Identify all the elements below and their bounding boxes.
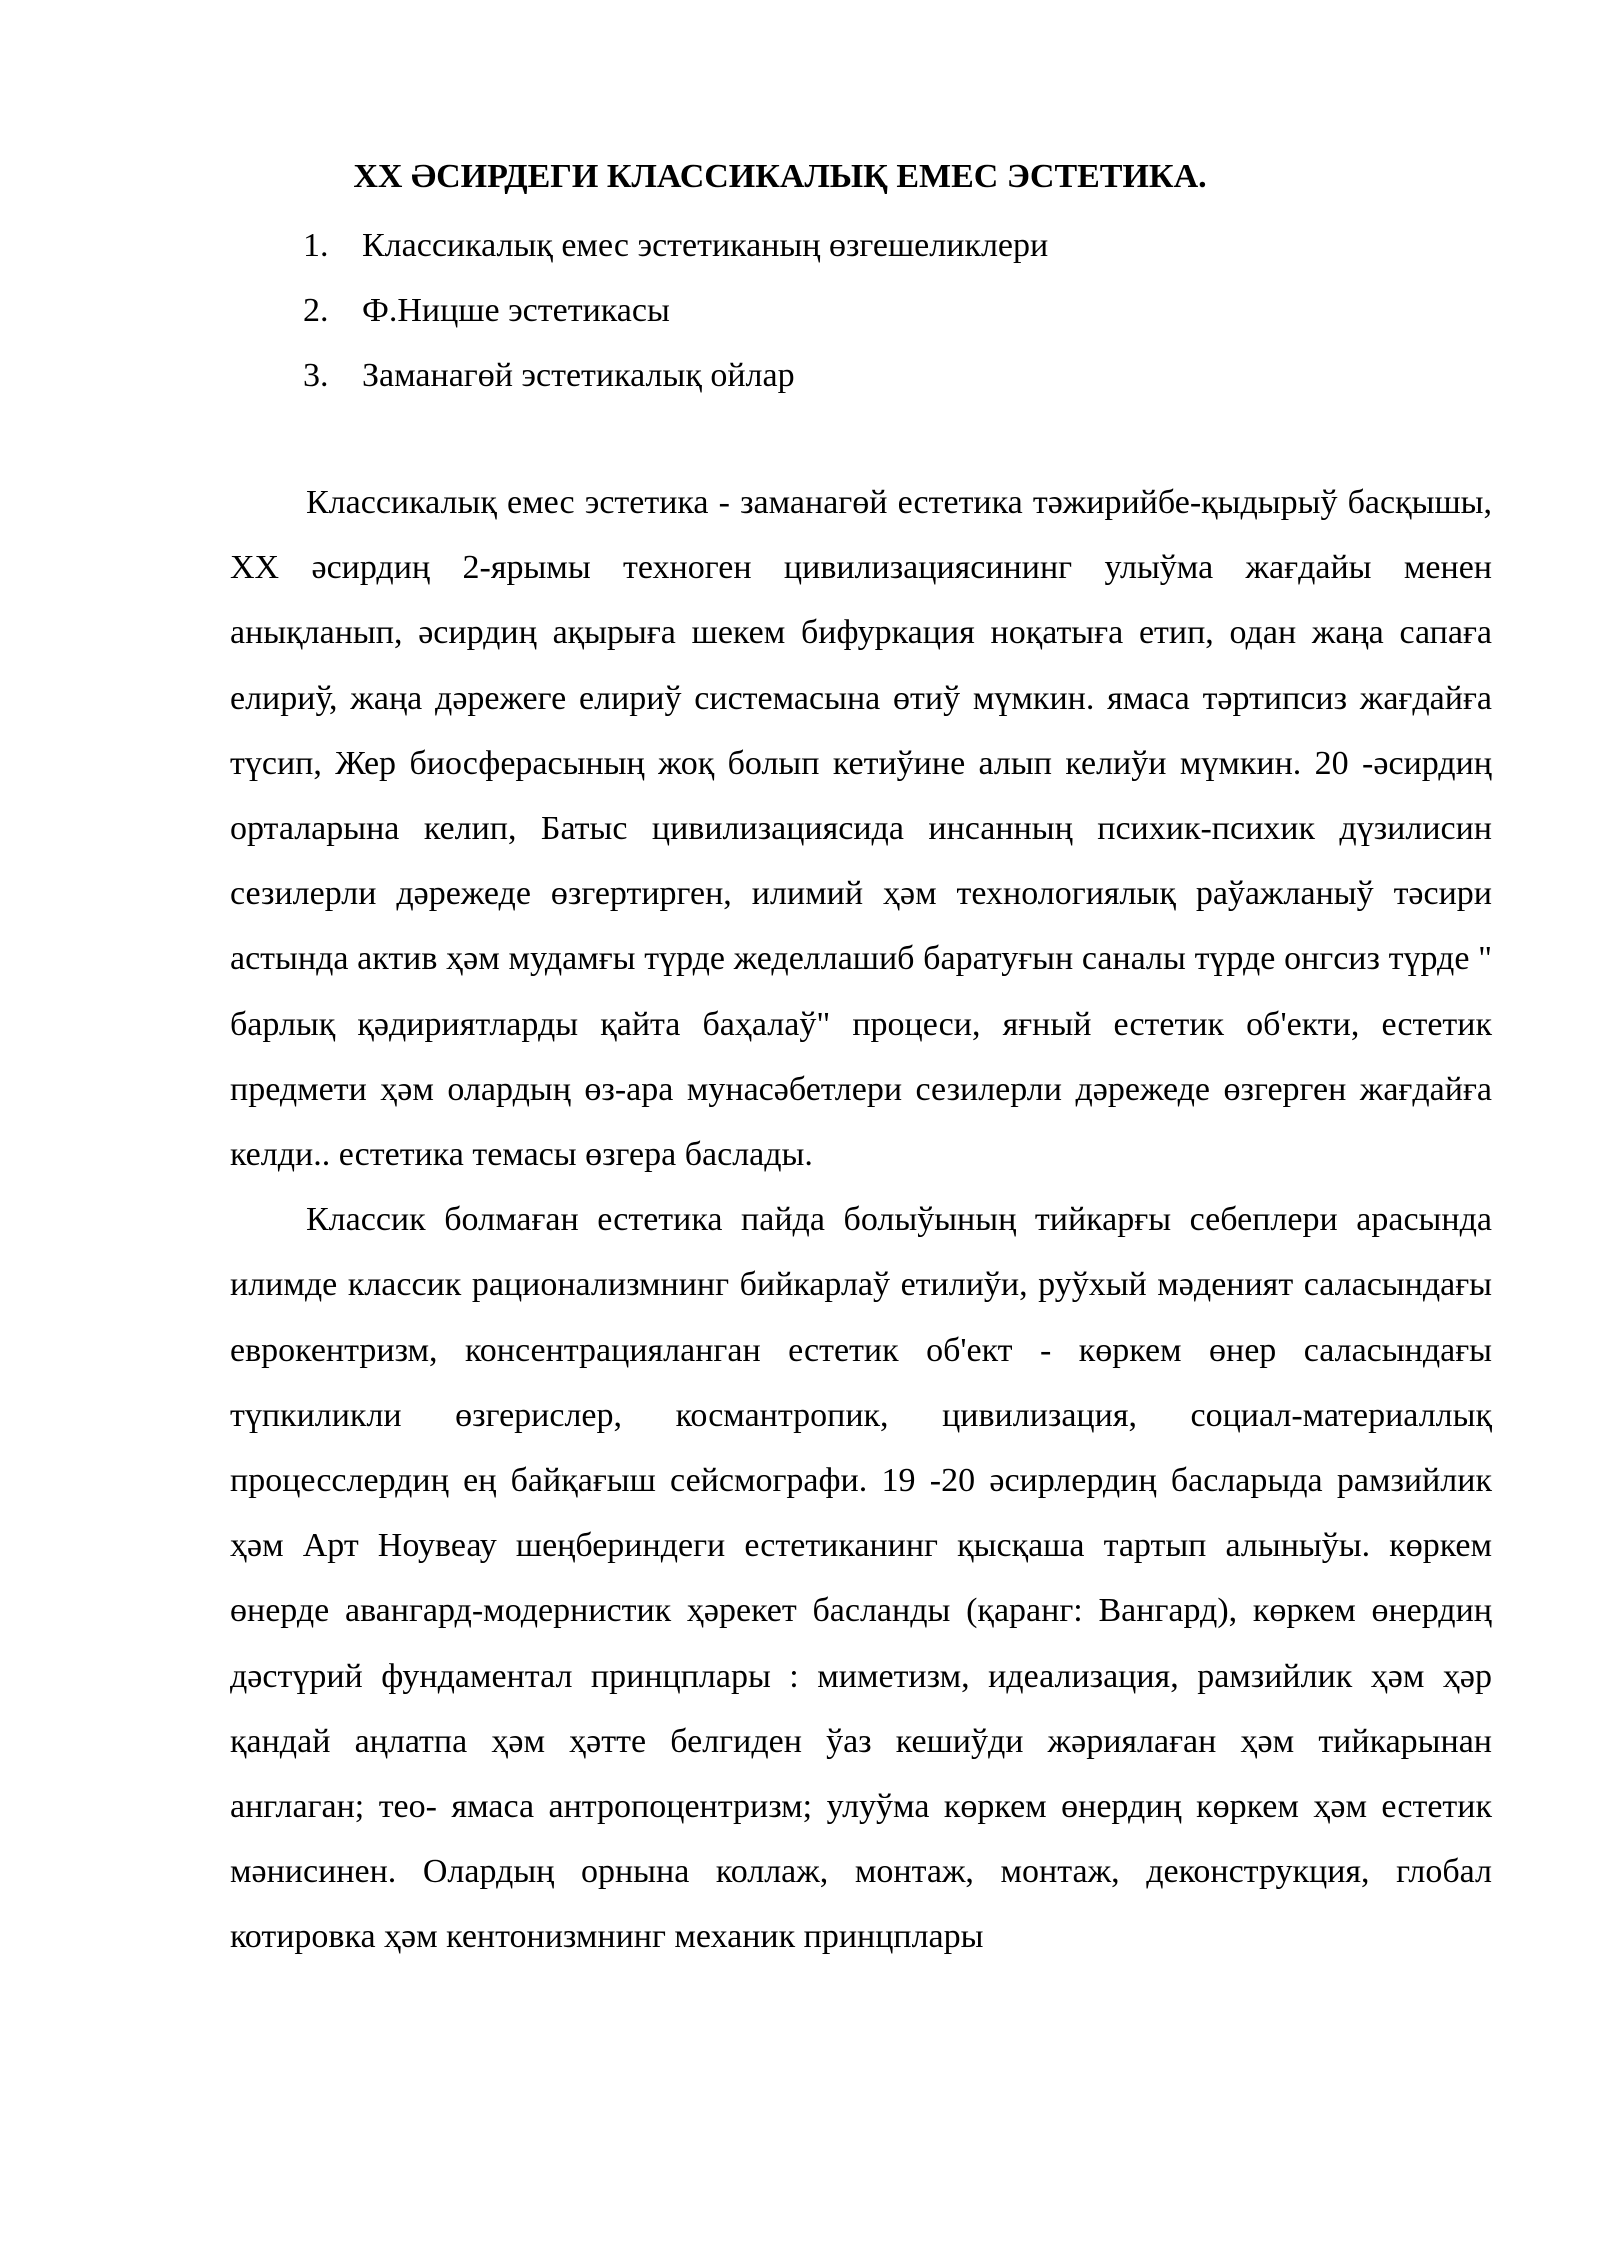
outline-item-number: 3.	[303, 357, 329, 394]
outline-item	[303, 213, 1048, 278]
outline-item-text: Ф.Ницше эстетикасы	[362, 292, 670, 329]
outline-item-number: 2.	[303, 292, 329, 329]
outline-item	[303, 343, 1048, 408]
outline-item	[303, 278, 1048, 343]
outline-item-number: 1.	[303, 227, 329, 264]
body-paragraph: Классик болмаған естетика пайда болыўының тийкарғы себеплери арасында илимде классик рационализмнинг бийкарлаў етилиўи, руўхый мәдeният саласындағы еврокентризм, консентрацияланган естетик об'ект - көркем өнер саласындағы түпкиликли өзгерислер, космантропик, цивилизация, социал-материаллық процесслердиң ең байқағыш сейсмографи. 19 -20 әсирлердиң басларыда рамзийлик ҳәм Арт Ноувеау шеңбериндеги естетиканинг қысқаша тартып алыныўы. көркем өнерде авангард-модернистик ҳәрекет басланды (қаранг: Вангард), көркем өнердиң дәстүрий фундаментал принцплары : миметизм, идеализация, рамзийлик ҳәм ҳәр қандай аңлатпа ҳәм ҳәтте белгиден ўаз кешиўди жәриялаған ҳәм тийкарынан англаган; тео- ямаса антропоцентризм; улуўма көркем өнердиң көркем ҳәм естетик мәнисинен. Олардың орнына коллаж, монтаж, монтаж, деконструкция, глобал котировка ҳәм кентонизмнинг механик принцплары	[230, 1201, 1492, 1956]
document-title: XX ӘСИРДЕГИ КЛАССИКАЛЫҚ ЕМЕС ЭСТЕТИКА.	[353, 158, 1207, 195]
topic-outline	[303, 213, 1048, 408]
outline-item-text: Заманагөй эстетикалық ойлар	[362, 357, 795, 394]
document-body	[230, 470, 1492, 1970]
body-paragraph: Классикалық емес эстетика - заманагөй естетика тәжирийбе-қыдырыў басқышы, XX әсирдиң 2-ярымы техноген цивилизациясининг улыўма жағдайы менен анықланып, әсирдиң ақырыға шекем бифуркация ноқатыға етип, одан жаңа сапаға елириў, жаңа дәрежеге елириў системасына өтиў мүмкин. ямаса тәртипсиз жағдайға түсип, Жер биосферасының жоқ болып кетиўине алып келиўи мүмкин. 20 -әсирдиң орталарына келип, Батыс цивилизациясида инсанның психик-психик дүзилисин сезилерли дәрежеде өзгертирген, илимий ҳәм технологиялық раўажланыў тәсири астында актив ҳәм мудамғы түрде жеделлашиб баратуғын саналы түрде онгсиз түрде " барлық қәдириятларды қайта баҳалаў" процеси, яғный естетик об'екти, естетик предмети ҳәм олардың өз-ара мунасәбетлери сезилерли дәрежеде өзгерген жағдайға келди.. естетика темасы өзгера баслады.	[230, 484, 1492, 1174]
outline-item-text: Классикалық емес эстетиканың өзгешеликлери	[362, 227, 1049, 264]
